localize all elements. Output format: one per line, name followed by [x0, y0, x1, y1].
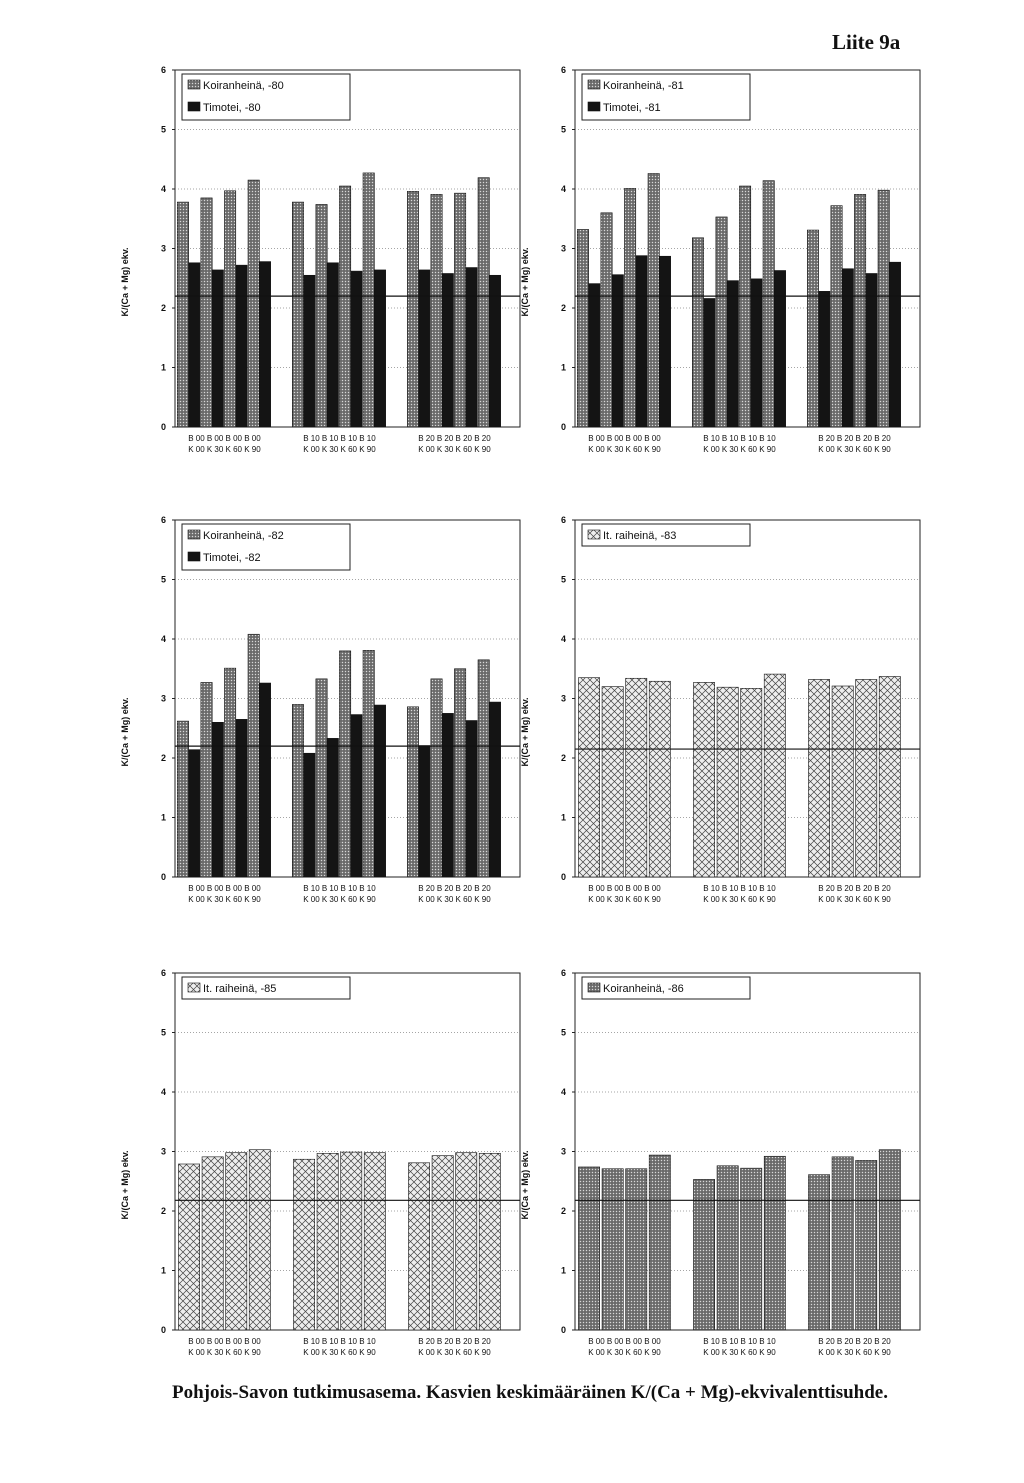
bar-raiheina: [626, 678, 647, 877]
y-tick-label: 2: [160, 303, 166, 313]
chart-svg: [120, 512, 520, 920]
bar-koiranheina: [739, 186, 750, 427]
bar-timotei: [189, 750, 200, 877]
bar-timotei: [304, 753, 315, 877]
bar-koiranheina: [292, 704, 303, 877]
legend-swatch: [188, 983, 200, 992]
y-tick-label: 1: [160, 1265, 166, 1276]
bar-timotei: [751, 279, 762, 427]
y-tick-label: 2: [560, 303, 566, 313]
bar-raiheina: [832, 686, 853, 877]
bar-koiranheina: [624, 188, 635, 427]
y-tick-label: 0: [160, 422, 166, 432]
bar-koiranheina: [201, 682, 212, 877]
y-tick-label: 3: [160, 693, 166, 704]
bar-koiranheina: [577, 229, 588, 427]
x-group-label: B 10 B 10 B 10 B 10: [303, 434, 376, 443]
y-tick-label: 4: [560, 1087, 566, 1097]
bar-raiheina: [432, 1156, 453, 1330]
bar-koiranheina: [716, 217, 727, 427]
y-axis-label: K/(Ca + Mg) ekv.: [520, 697, 530, 767]
x-group-label: B 00 B 00 B 00 B 00: [588, 1337, 661, 1346]
y-tick-label: 3: [160, 243, 166, 254]
bar-timotei: [889, 262, 900, 427]
bar-raiheina: [717, 687, 738, 877]
bar-timotei: [374, 705, 385, 877]
bar-koiranheina: [454, 669, 465, 877]
y-tick-label: 3: [560, 693, 566, 704]
bar-koiranheina: [807, 230, 818, 427]
bar-timotei: [304, 275, 315, 427]
y-tick-label: 5: [160, 1027, 166, 1038]
y-tick-label: 4: [560, 634, 566, 644]
bar-koiranheina: [831, 206, 842, 427]
legend-label: Timotei, -81: [603, 102, 661, 114]
y-axis-label: K/(Ca + Mg) ekv.: [120, 697, 130, 767]
chart-svg: [520, 965, 920, 1373]
bar-koiranheina: [649, 1155, 670, 1330]
y-tick-label: 6: [560, 65, 566, 75]
bar-koiranheina: [601, 213, 612, 427]
x-group-label: B 10 B 10 B 10 B 10: [703, 884, 776, 893]
x-group-label: B 10 B 10 B 10 B 10: [303, 884, 376, 893]
bar-koiranheina: [692, 238, 703, 427]
x-group-label: B 20 B 20 B 20 B 20: [418, 434, 491, 443]
y-tick-label: 5: [160, 574, 166, 585]
x-group-label: B 00 B 00 B 00 B 00: [188, 884, 261, 893]
y-axis-label: K/(Ca + Mg) ekv.: [120, 1150, 130, 1220]
bar-koiranheina: [808, 1175, 829, 1330]
bar-koiranheina: [854, 194, 865, 427]
x-group-label: B 10 B 10 B 10 B 10: [703, 434, 776, 443]
bar-timotei: [659, 256, 670, 427]
bar-koiranheina: [431, 679, 442, 877]
bar-raiheina: [693, 682, 714, 877]
bar-timotei: [236, 265, 247, 427]
figure-caption: Pohjois-Savon tutkimusasema. Kasvien keskimääräinen K/(Ca + Mg)-ekvivalenttisuhde.: [172, 1382, 888, 1403]
bar-timotei: [189, 263, 200, 427]
bar-koiranheina: [693, 1179, 714, 1330]
x-group-label: K 00 K 30 K 60 K 90: [303, 1348, 376, 1357]
bar-koiranheina: [741, 1168, 762, 1330]
bar-koiranheina: [879, 1150, 900, 1330]
bar-koiranheina: [316, 679, 327, 877]
bar-raiheina: [341, 1152, 362, 1330]
x-group-label: K 00 K 30 K 60 K 90: [418, 1348, 491, 1357]
bar-timotei: [774, 271, 785, 427]
bar-koiranheina: [316, 204, 327, 427]
x-group-label: B 00 B 00 B 00 B 00: [588, 884, 661, 893]
y-tick-label: 2: [560, 753, 566, 763]
bar-timotei: [374, 270, 385, 427]
bar-timotei: [819, 291, 830, 427]
bar-raiheina: [808, 679, 829, 877]
y-tick-label: 2: [160, 753, 166, 763]
bar-koiranheina: [578, 1167, 599, 1330]
y-tick-label: 0: [160, 872, 166, 882]
y-tick-label: 6: [160, 65, 166, 75]
y-tick-label: 2: [160, 1206, 166, 1216]
x-group-label: K 00 K 30 K 60 K 90: [588, 445, 661, 454]
bar-koiranheina: [363, 650, 374, 877]
y-tick-label: 4: [560, 184, 566, 194]
y-tick-label: 5: [560, 1027, 566, 1038]
bar-koiranheina: [626, 1169, 647, 1330]
legend-label: Timotei, -80: [203, 102, 261, 114]
bar-koiranheina: [717, 1166, 738, 1330]
chart-svg: [520, 62, 920, 470]
bar-timotei: [489, 275, 500, 427]
bar-koiranheina: [177, 202, 188, 427]
x-group-label: K 00 K 30 K 60 K 90: [418, 445, 491, 454]
chart-raiheina-83: [520, 512, 920, 920]
x-group-label: K 00 K 30 K 60 K 90: [303, 895, 376, 904]
bar-koiranheina: [201, 198, 212, 427]
bar-timotei: [842, 269, 853, 427]
y-tick-label: 5: [160, 124, 166, 135]
bar-koiranheina: [339, 186, 350, 427]
bar-timotei: [589, 284, 600, 427]
bar-timotei: [236, 719, 247, 877]
bar-koiranheina: [292, 202, 303, 427]
y-tick-label: 6: [560, 515, 566, 525]
bar-raiheina: [741, 688, 762, 877]
bar-timotei: [259, 683, 270, 877]
x-group-label: B 00 B 00 B 00 B 00: [188, 1337, 261, 1346]
bar-raiheina: [456, 1153, 477, 1330]
y-tick-label: 1: [560, 362, 566, 373]
x-group-label: K 00 K 30 K 60 K 90: [188, 445, 261, 454]
bar-raiheina: [249, 1150, 270, 1330]
legend-swatch: [588, 80, 600, 89]
x-group-label: B 10 B 10 B 10 B 10: [703, 1337, 776, 1346]
bar-koiranheina: [363, 173, 374, 427]
y-tick-label: 6: [160, 968, 166, 978]
bar-timotei: [489, 702, 500, 877]
bar-raiheina: [479, 1153, 500, 1330]
bar-timotei: [466, 721, 477, 877]
bar-koiranheina: [224, 191, 235, 427]
bar-timotei: [351, 715, 362, 877]
bar-raiheina: [649, 681, 670, 877]
y-tick-label: 5: [560, 124, 566, 135]
y-axis-label: K/(Ca + Mg) ekv.: [520, 1150, 530, 1220]
x-group-label: K 00 K 30 K 60 K 90: [588, 1348, 661, 1357]
legend-label: Koiranheinä, -82: [203, 530, 284, 542]
x-group-label: K 00 K 30 K 60 K 90: [818, 445, 891, 454]
bar-koiranheina: [764, 1156, 785, 1330]
bar-raiheina: [317, 1153, 338, 1330]
y-tick-label: 0: [560, 872, 566, 882]
bar-koiranheina: [407, 191, 418, 427]
bar-koiranheina: [832, 1157, 853, 1330]
bar-koiranheina: [602, 1169, 623, 1330]
chart-svg: [120, 965, 520, 1373]
bar-timotei: [327, 263, 338, 427]
legend-swatch: [588, 102, 600, 111]
bar-koiranheina: [878, 190, 889, 427]
y-tick-label: 6: [160, 515, 166, 525]
bar-timotei: [419, 746, 430, 877]
bar-koiranheina: [177, 721, 188, 877]
x-group-label: B 00 B 00 B 00 B 00: [588, 434, 661, 443]
legend-swatch: [188, 552, 200, 561]
bar-raiheina: [879, 676, 900, 877]
x-group-label: B 10 B 10 B 10 B 10: [303, 1337, 376, 1346]
y-tick-label: 3: [560, 1146, 566, 1157]
y-tick-label: 0: [560, 422, 566, 432]
bar-raiheina: [578, 678, 599, 877]
y-tick-label: 6: [560, 968, 566, 978]
x-group-label: B 20 B 20 B 20 B 20: [418, 1337, 491, 1346]
y-tick-label: 0: [160, 1325, 166, 1335]
y-tick-label: 2: [560, 1206, 566, 1216]
x-group-label: B 20 B 20 B 20 B 20: [818, 434, 891, 443]
bar-timotei: [636, 256, 647, 427]
chart-svg: [120, 62, 520, 470]
legend-swatch: [188, 530, 200, 539]
bar-raiheina: [178, 1164, 199, 1330]
legend-swatch: [188, 80, 200, 89]
y-axis-label: K/(Ca + Mg) ekv.: [520, 247, 530, 317]
legend-label: Timotei, -82: [203, 552, 261, 564]
legend-swatch: [188, 102, 200, 111]
legend-swatch: [588, 983, 600, 992]
bar-timotei: [327, 738, 338, 877]
legend-label: Koiranheinä, -80: [203, 80, 284, 92]
x-group-label: K 00 K 30 K 60 K 90: [703, 895, 776, 904]
x-group-label: K 00 K 30 K 60 K 90: [818, 1348, 891, 1357]
chart-koiranheina-timotei-82: [120, 512, 520, 920]
bar-koiranheina: [339, 651, 350, 877]
page-header: Liite 9a: [832, 30, 901, 54]
chart-svg: [520, 512, 920, 920]
y-tick-label: 4: [160, 1087, 166, 1097]
y-tick-label: 4: [160, 184, 166, 194]
chart-koiranheina-86: [520, 965, 920, 1373]
y-tick-label: 1: [560, 812, 566, 823]
x-group-label: B 20 B 20 B 20 B 20: [418, 884, 491, 893]
bar-raiheina: [364, 1153, 385, 1330]
x-group-label: K 00 K 30 K 60 K 90: [188, 895, 261, 904]
bar-raiheina: [856, 679, 877, 877]
bar-timotei: [466, 268, 477, 427]
bar-koiranheina: [224, 668, 235, 877]
x-group-label: K 00 K 30 K 60 K 90: [588, 895, 661, 904]
bar-timotei: [612, 275, 623, 427]
bar-koiranheina: [248, 634, 259, 877]
x-group-label: K 00 K 30 K 60 K 90: [703, 445, 776, 454]
legend-label: Koiranheinä, -81: [603, 80, 684, 92]
x-group-label: B 00 B 00 B 00 B 00: [188, 434, 261, 443]
bar-raiheina: [202, 1157, 223, 1330]
x-group-label: K 00 K 30 K 60 K 90: [188, 1348, 261, 1357]
y-tick-label: 3: [560, 243, 566, 254]
bar-timotei: [704, 298, 715, 427]
bar-timotei: [442, 713, 453, 877]
bar-timotei: [212, 270, 223, 427]
legend-label: Koiranheinä, -86: [603, 983, 684, 995]
bar-koiranheina: [478, 178, 489, 427]
bar-timotei: [351, 271, 362, 427]
chart-raiheina-85: [120, 965, 520, 1373]
x-group-label: K 00 K 30 K 60 K 90: [818, 895, 891, 904]
chart-koiranheina-timotei-80: [120, 62, 520, 470]
bar-koiranheina: [407, 707, 418, 877]
legend-label: It. raiheinä, -83: [603, 530, 677, 542]
y-tick-label: 1: [160, 362, 166, 373]
bar-timotei: [727, 281, 738, 427]
bar-raiheina: [226, 1153, 247, 1330]
bar-koiranheina: [248, 180, 259, 427]
bar-timotei: [419, 270, 430, 427]
bar-raiheina: [408, 1163, 429, 1330]
y-axis-label: K/(Ca + Mg) ekv.: [120, 247, 130, 317]
bar-raiheina: [602, 687, 623, 877]
y-tick-label: 5: [560, 574, 566, 585]
bar-koiranheina: [431, 194, 442, 427]
bar-raiheina: [764, 674, 785, 877]
bar-koiranheina: [648, 174, 659, 427]
bar-koiranheina: [763, 181, 774, 427]
bar-raiheina: [293, 1159, 314, 1330]
chart-koiranheina-timotei-81: [520, 62, 920, 470]
bar-timotei: [259, 262, 270, 427]
y-tick-label: 4: [160, 634, 166, 644]
x-group-label: B 20 B 20 B 20 B 20: [818, 1337, 891, 1346]
y-tick-label: 1: [160, 812, 166, 823]
y-tick-label: 3: [160, 1146, 166, 1157]
legend-swatch: [588, 530, 600, 539]
bar-koiranheina: [478, 660, 489, 877]
x-group-label: K 00 K 30 K 60 K 90: [703, 1348, 776, 1357]
x-group-label: K 00 K 30 K 60 K 90: [418, 895, 491, 904]
legend-label: It. raiheinä, -85: [203, 983, 277, 995]
bar-koiranheina: [454, 193, 465, 427]
x-group-label: K 00 K 30 K 60 K 90: [303, 445, 376, 454]
bar-koiranheina: [856, 1160, 877, 1330]
x-group-label: B 20 B 20 B 20 B 20: [818, 884, 891, 893]
y-tick-label: 1: [560, 1265, 566, 1276]
y-tick-label: 0: [560, 1325, 566, 1335]
